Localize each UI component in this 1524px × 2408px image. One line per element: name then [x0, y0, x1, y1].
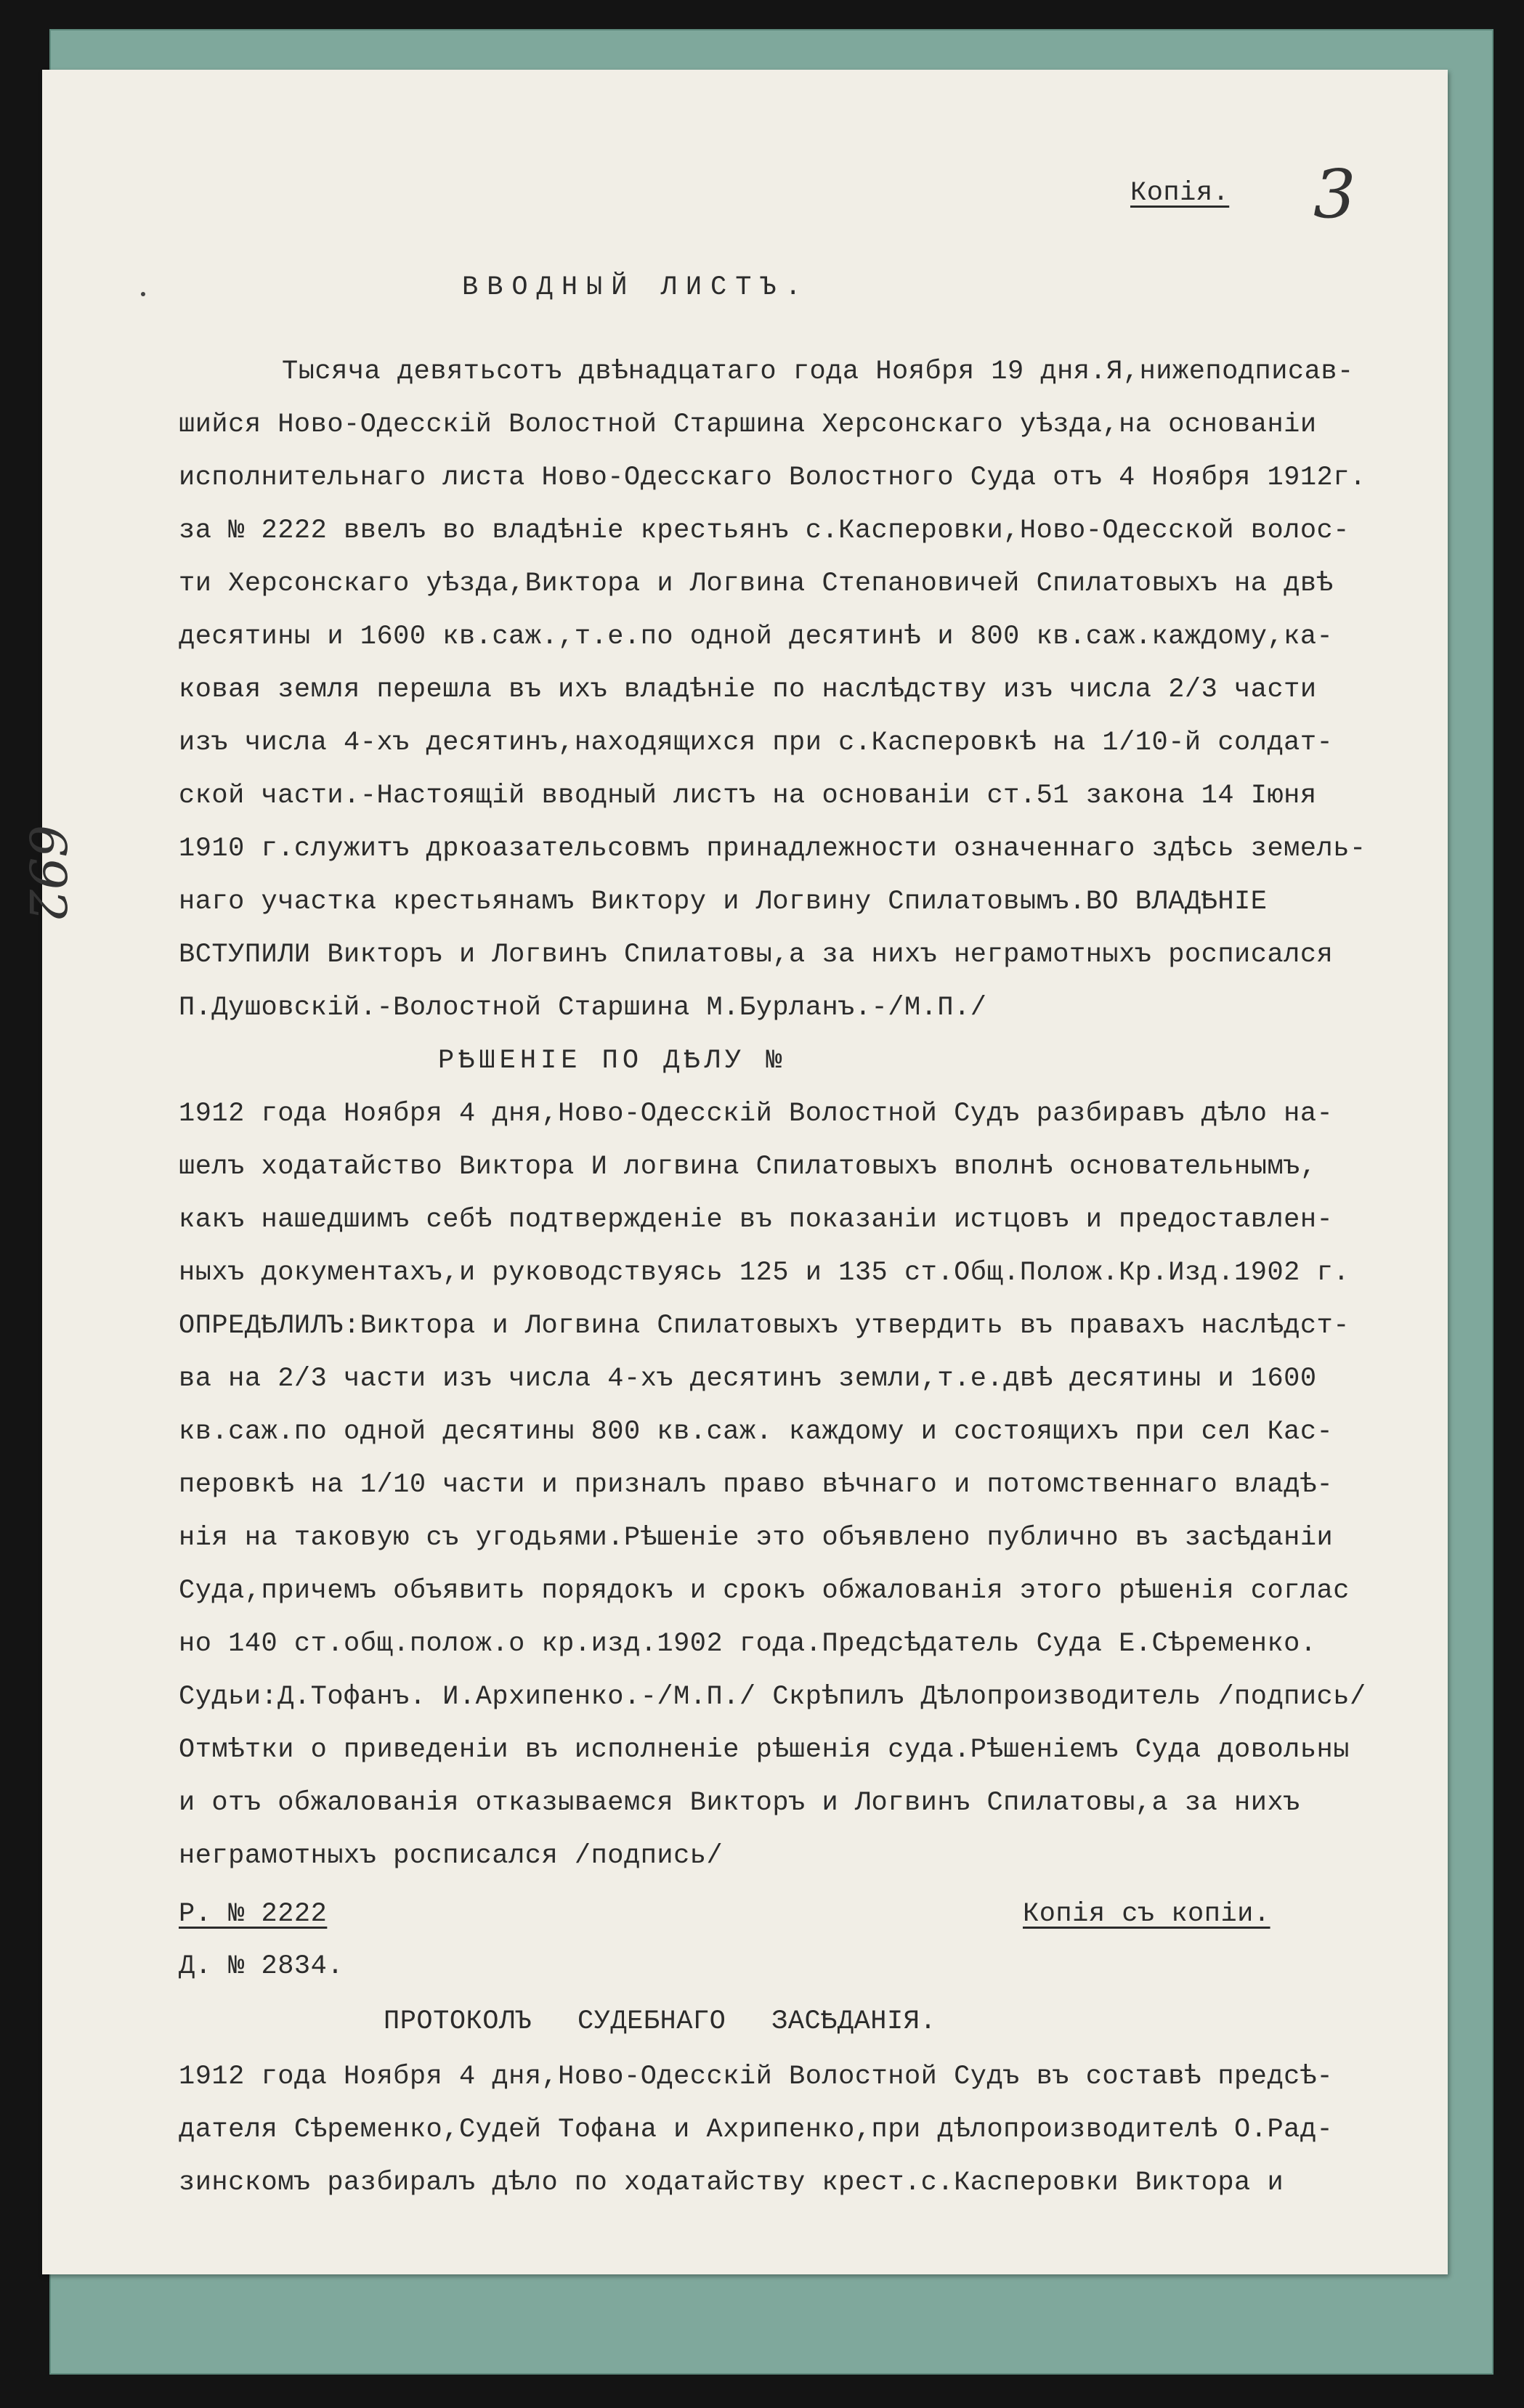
text-line: Судьи:Д.Тофанъ. И.Архипенко.-/М.П./ Скрѣпилъ Дѣлопроизводитель /подпись/ — [179, 1682, 1366, 1712]
reshenie-title: РѢШЕНІЕ ПО ДѢЛУ № — [438, 1046, 787, 1076]
protocol-title: ПРОТОКОЛЪ СУДЕБНАГО ЗАСѢДАНІЯ. — [384, 2006, 937, 2037]
title-vvodny-list: ВВОДНЫЙ ЛИСТЪ. — [462, 272, 810, 303]
text-line: Отмѣтки о приведеніи въ исполненіе рѣшенія суда.Рѣшеніемъ Суда довольны — [179, 1735, 1350, 1765]
copy-label: Копія. — [1130, 178, 1230, 208]
text-line: ской части.-Настоящій вводный листъ на основаніи ст.51 закона 14 Іюня — [179, 781, 1317, 811]
document-page — [17, 70, 1448, 2274]
text-line: ныхъ документахъ,и руководствуясь 125 и 135 ст.Общ.Полож.Кр.Изд.1902 г. — [179, 1258, 1350, 1288]
text-line: ва на 2/3 части изъ числа 4-хъ десятинъ земли,т.е.двѣ десятины и 1600 — [179, 1364, 1317, 1394]
text-line: Суда,причемъ объявить порядокъ и срокъ обжалованія этого рѣшенія соглас — [179, 1576, 1350, 1606]
text-line: П.Душовскій.-Волостной Старшина М.Бурланъ.-/М.П./ — [179, 993, 987, 1023]
text-line: 1912 года Ноября 4 дня,Ново-Одесскій Волостной Судъ въ составѣ предсѣ- — [179, 2062, 1334, 2092]
text-line: ти Херсонскаго уѣзда,Виктора и Логвина Степановичей Спилатовыхъ на двѣ — [179, 569, 1334, 599]
text-line: Тысяча девятьсотъ двѣнадцатаго года Ноября 19 дня.Я,нижеподписав- — [282, 357, 1354, 387]
text-line: ВСТУПИЛИ Викторъ и Логвинъ Спилатовы,а за нихъ неграмотныхъ росписался — [179, 940, 1334, 970]
text-line: кв.саж.по одной десятины 800 кв.саж. каждому и состоящихъ при сел Кас- — [179, 1417, 1334, 1447]
text-line: десятины и 1600 кв.саж.,т.е.по одной десятинѣ и 800 кв.саж.каждому,ка- — [179, 622, 1334, 652]
handwritten-page-number: 3 — [1313, 155, 1356, 233]
text-line: но 140 ст.общ.полож.о кр.изд.1902 года.Предсѣдатель Суда Е.Сѣременко. — [179, 1629, 1317, 1659]
text-line: ОПРЕДѢЛИЛЪ:Виктора и Логвина Спилатовыхъ утвердить въ правахъ наслѣдст- — [179, 1311, 1350, 1341]
text-line: нія на таковую съ угодьями.Рѣшеніе это объявлено публично въ засѣданіи — [179, 1523, 1334, 1553]
text-line: перовкѣ на 1/10 части и призналъ право вѣчнаго и потомственнаго владѣ- — [179, 1470, 1334, 1500]
text-line: какъ нашедшимъ себѣ подтвержденіе въ показаніи истцовъ и предоставлен- — [179, 1205, 1334, 1235]
text-line: дателя Сѣременко,Судей Тофана и Ахрипенко,при дѣлопроизводителѣ О.Рад- — [179, 2115, 1334, 2145]
text-line: шийся Ново-Одесскій Волостной Старшина Херсонскаго уѣзда,на основаніи — [179, 410, 1317, 440]
handwritten-margin-note: 692 — [17, 825, 77, 922]
copy-of-copy-label: Копія съ копіи. — [1023, 1899, 1270, 1929]
text-line: исполнительнаго листа Ново-Одесскаго Волостного Суда отъ 4 Ноября 1912г. — [179, 463, 1366, 493]
text-line: и отъ обжалованія отказываемся Викторъ и Логвинъ Спилатовы,а за нихъ — [179, 1788, 1300, 1818]
text-line: ковая земля перешла въ ихъ владѣніе по наслѣдству изъ числа 2/3 части — [179, 675, 1317, 705]
text-line: 1912 года Ноября 4 дня,Ново-Одесскій Волостной Судъ разбиравъ дѣло на- — [179, 1099, 1334, 1129]
text-line: изъ числа 4-хъ десятинъ,находящихся при с.Касперовкѣ на 1/10-й солдат- — [179, 728, 1334, 758]
text-line: за № 2222 ввелъ во владѣніе крестьянъ с.Касперовки,Ново-Одесской волос- — [179, 516, 1350, 546]
text-line: неграмотныхъ росписался /подпись/ — [179, 1841, 724, 1871]
case-number: Д. № 2834. — [179, 1951, 344, 1982]
text-line: 1910 г.служитъ дркоазательсовмъ принадлежности означеннаго здѣсь земель- — [179, 834, 1366, 864]
text-line: шелъ ходатайство Виктора И логвина Спилатовыхъ вполнѣ основательнымъ, — [179, 1152, 1317, 1182]
text-line: наго участка крестьянамъ Виктору и Логвину Спилатовымъ.ВО ВЛАДѢНІЕ — [179, 887, 1268, 917]
registration-number: Р. № 2222 — [179, 1899, 328, 1929]
margin-dot — [141, 292, 145, 296]
text-line: зинскомъ разбиралъ дѣло по ходатайству крест.с.Касперовки Виктора и — [179, 2168, 1284, 2198]
